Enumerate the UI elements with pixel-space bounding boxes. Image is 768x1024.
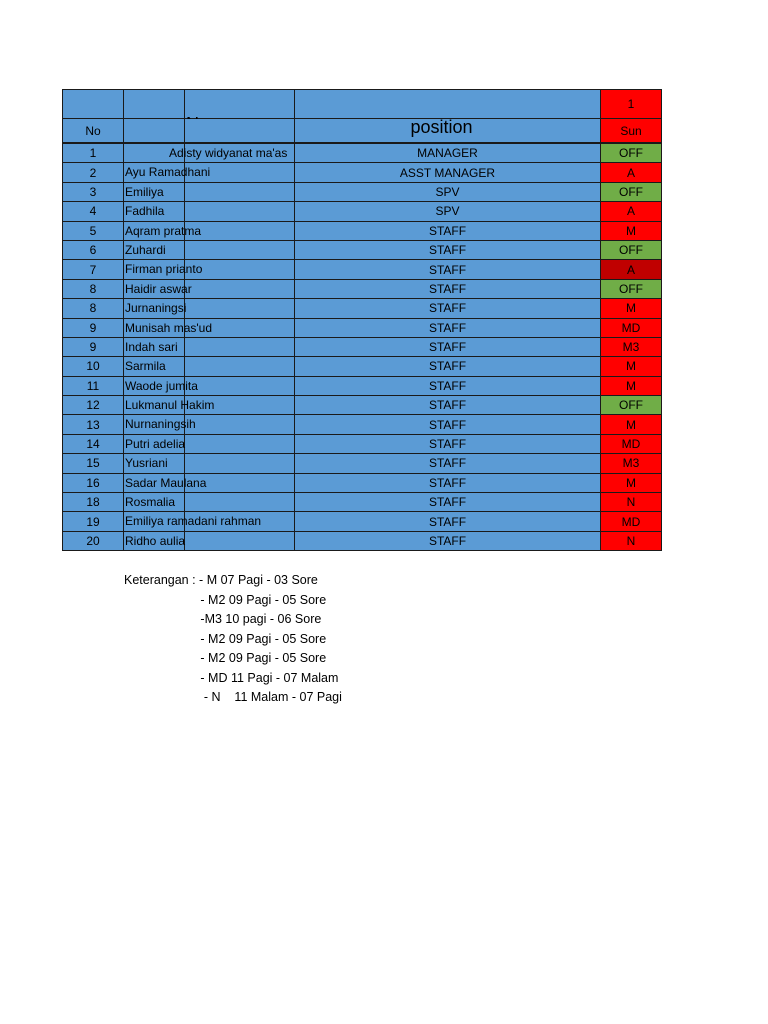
shift-cell[interactable]: A	[601, 202, 662, 221]
legend-line: -M3 10 pagi - 06 Sore	[124, 612, 322, 626]
employee-name: Aqram pratma	[125, 223, 202, 238]
position-cell[interactable]: STAFF	[295, 279, 601, 298]
table-row	[63, 318, 662, 337]
name-cell-extra[interactable]	[185, 279, 295, 298]
roster-table	[62, 89, 662, 551]
name-cell[interactable]	[124, 182, 185, 201]
name-cell[interactable]	[124, 415, 196, 434]
position-cell[interactable]: STAFF	[295, 512, 601, 531]
employee-name: Lukmanul Hakim	[125, 398, 215, 413]
table-row	[63, 415, 662, 434]
day-name-header: Sun	[601, 119, 662, 144]
no-column-header: No	[63, 119, 124, 144]
name-cell[interactable]	[124, 434, 185, 453]
legend-line: - M2 09 Pagi - 05 Sore	[124, 631, 327, 646]
row-number-cell[interactable]: 6	[63, 240, 124, 259]
name-cell-extra[interactable]	[185, 357, 295, 376]
position-cell[interactable]: STAFF	[295, 376, 601, 395]
employee-name: Zuhardi	[125, 242, 166, 257]
name-cell-extra[interactable]	[185, 454, 295, 473]
position-cell[interactable]: STAFF	[295, 260, 601, 279]
employee-name: Sarmila	[125, 359, 166, 374]
position-cell[interactable]: STAFF	[295, 454, 601, 473]
name-cell[interactable]	[124, 531, 185, 550]
day-number-header: 1	[601, 90, 662, 119]
row-number-cell[interactable]: 18	[63, 493, 124, 512]
row-number-cell[interactable]: 8	[63, 279, 124, 298]
name-cell[interactable]	[124, 493, 185, 512]
name-cell[interactable]	[124, 163, 211, 182]
row-number-cell[interactable]: 7	[63, 260, 124, 279]
row-number-cell[interactable]: 2	[63, 163, 124, 182]
row-number-cell[interactable]: 8	[63, 299, 124, 318]
table-row	[63, 357, 662, 376]
position-cell[interactable]: SPV	[295, 182, 601, 201]
row-number-cell[interactable]: 3	[63, 182, 124, 201]
table-row	[63, 182, 662, 201]
legend-notes	[124, 571, 342, 708]
name-cell[interactable]	[124, 221, 202, 240]
legend-line: - M2 09 Pagi - 05 Sore	[124, 592, 327, 607]
name-cell[interactable]	[124, 512, 262, 531]
shift-cell[interactable]: A	[601, 260, 662, 279]
name-cell-extra[interactable]	[185, 299, 295, 318]
position-cell[interactable]: STAFF	[295, 396, 601, 415]
shift-cell[interactable]: M	[601, 376, 662, 395]
position-column-header-cell	[295, 116, 601, 144]
table-row	[63, 143, 662, 163]
row-number-cell[interactable]: 14	[63, 434, 124, 453]
table-row	[63, 337, 662, 356]
employee-name: Sadar Maulana	[125, 475, 207, 490]
header-row	[63, 119, 662, 144]
row-number-cell[interactable]: 12	[63, 396, 124, 415]
position-cell[interactable]: STAFF	[295, 337, 601, 356]
name-cell[interactable]	[124, 143, 288, 163]
row-number-cell[interactable]: 15	[63, 454, 124, 473]
name-cell[interactable]	[124, 454, 185, 473]
shift-cell[interactable]: N	[601, 531, 662, 550]
employee-name: Nurnaningsih	[125, 417, 196, 432]
row-number-cell[interactable]: 11	[63, 376, 124, 395]
position-column-header: position	[410, 116, 473, 137]
name-cell[interactable]	[124, 376, 198, 395]
shift-cell[interactable]: M3	[601, 337, 662, 356]
employee-name: Emiliya	[125, 184, 164, 199]
name-cell-extra[interactable]	[185, 434, 295, 453]
row-number-cell[interactable]: 9	[63, 318, 124, 337]
legend-line: - M2 09 Pagi - 05 Sore	[124, 651, 327, 665]
header-cell-empty	[63, 90, 124, 119]
table-row	[63, 163, 662, 182]
shift-cell[interactable]: M	[601, 299, 662, 318]
name-cell-extra[interactable]	[185, 415, 295, 434]
row-number-cell[interactable]: 13	[63, 415, 124, 434]
row-number-cell[interactable]: 10	[63, 357, 124, 376]
name-cell-extra[interactable]	[185, 240, 295, 259]
employee-name: Ridho aulia	[125, 533, 186, 548]
name-cell[interactable]	[124, 357, 185, 376]
name-column-header-cell	[124, 119, 185, 144]
employee-name: Putri adelia	[125, 436, 186, 451]
name-cell[interactable]	[124, 202, 185, 221]
shift-cell[interactable]: N	[601, 493, 662, 512]
legend-line: - N 11 Malam - 07 Pagi	[124, 690, 342, 704]
header-cell-empty	[185, 119, 295, 144]
shift-cell[interactable]: M	[601, 415, 662, 434]
position-cell[interactable]: STAFF	[295, 299, 601, 318]
shift-cell[interactable]: MD	[601, 318, 662, 337]
position-cell[interactable]: STAFF	[295, 493, 601, 512]
name-cell-extra[interactable]	[185, 376, 295, 395]
employee-name: Waode jumita	[125, 378, 198, 393]
name-cell[interactable]	[124, 337, 185, 356]
name-cell-extra[interactable]	[185, 202, 295, 221]
table-row	[63, 202, 662, 221]
employee-name: Rosmalia	[125, 495, 176, 510]
employee-name: Indah sari	[125, 339, 178, 354]
row-number-cell[interactable]: 9	[63, 337, 124, 356]
position-cell[interactable]: SPV	[295, 202, 601, 221]
shift-cell[interactable]: M3	[601, 454, 662, 473]
roster-sheet	[62, 89, 661, 551]
header-row-top	[63, 90, 662, 119]
position-cell[interactable]: MANAGER	[295, 143, 601, 163]
employee-name: Haidir aswar	[125, 281, 192, 296]
position-cell[interactable]: STAFF	[295, 473, 601, 492]
position-cell[interactable]: STAFF	[295, 240, 601, 259]
employee-name: Yusriani	[125, 456, 168, 471]
shift-cell[interactable]: M	[601, 357, 662, 376]
table-row	[63, 240, 662, 259]
name-cell-extra[interactable]	[185, 531, 295, 550]
table-row	[63, 454, 662, 473]
row-number-cell[interactable]: 1	[63, 143, 124, 163]
position-cell[interactable]: STAFF	[295, 357, 601, 376]
position-cell[interactable]: STAFF	[295, 531, 601, 550]
name-cell-extra[interactable]	[185, 493, 295, 512]
position-cell[interactable]: STAFF	[295, 221, 601, 240]
employee-name: Adisty widyanat ma'as	[169, 146, 288, 160]
table-row	[63, 493, 662, 512]
shift-cell[interactable]: OFF	[601, 279, 662, 298]
name-cell[interactable]	[124, 318, 212, 337]
name-cell[interactable]	[124, 299, 185, 318]
row-number-cell[interactable]: 19	[63, 512, 124, 531]
name-cell[interactable]	[124, 473, 207, 492]
table-row	[63, 396, 662, 415]
table-row	[63, 434, 662, 453]
employee-name: Ayu Ramadhani	[125, 165, 211, 180]
shift-cell[interactable]: MD	[601, 512, 662, 531]
employee-name: Fadhila	[125, 204, 165, 219]
table-row	[63, 279, 662, 298]
position-cell[interactable]: STAFF	[295, 415, 601, 434]
table-row	[63, 531, 662, 550]
row-number-cell[interactable]: 4	[63, 202, 124, 221]
shift-cell[interactable]: OFF	[601, 182, 662, 201]
name-cell[interactable]	[124, 260, 203, 279]
employee-name: Munisah mas'ud	[125, 320, 212, 335]
shift-cell[interactable]: OFF	[601, 143, 662, 163]
table-row	[63, 473, 662, 492]
name-cell-extra[interactable]	[185, 337, 295, 356]
legend-line: Keterangan : - M 07 Pagi - 03 Sore	[124, 573, 318, 587]
row-number-cell[interactable]: 16	[63, 473, 124, 492]
table-row	[63, 512, 662, 531]
shift-cell[interactable]: OFF	[601, 240, 662, 259]
shift-cell[interactable]: M	[601, 221, 662, 240]
name-cell[interactable]	[124, 396, 215, 415]
table-row	[63, 221, 662, 240]
shift-cell[interactable]: A	[601, 163, 662, 182]
shift-cell[interactable]: MD	[601, 434, 662, 453]
position-cell[interactable]: STAFF	[295, 318, 601, 337]
table-row	[63, 260, 662, 279]
row-number-cell[interactable]: 20	[63, 531, 124, 550]
legend-line: - MD 11 Pagi - 07 Malam	[124, 670, 339, 685]
position-cell[interactable]: ASST MANAGER	[295, 163, 601, 182]
shift-cell[interactable]: OFF	[601, 396, 662, 415]
employee-name: Jurnaningsi	[125, 301, 187, 316]
name-cell[interactable]	[124, 279, 192, 298]
position-cell[interactable]: STAFF	[295, 434, 601, 453]
employee-name: Firman prianto	[125, 262, 203, 277]
shift-cell[interactable]: M	[601, 473, 662, 492]
header-cell-empty	[124, 90, 185, 119]
employee-name: Emiliya ramadani rahman	[125, 514, 262, 529]
name-cell-extra[interactable]	[185, 182, 295, 201]
name-cell[interactable]	[124, 240, 185, 259]
row-number-cell[interactable]: 5	[63, 221, 124, 240]
table-row	[63, 299, 662, 318]
header-cell-empty	[295, 90, 601, 119]
table-row	[63, 376, 662, 395]
